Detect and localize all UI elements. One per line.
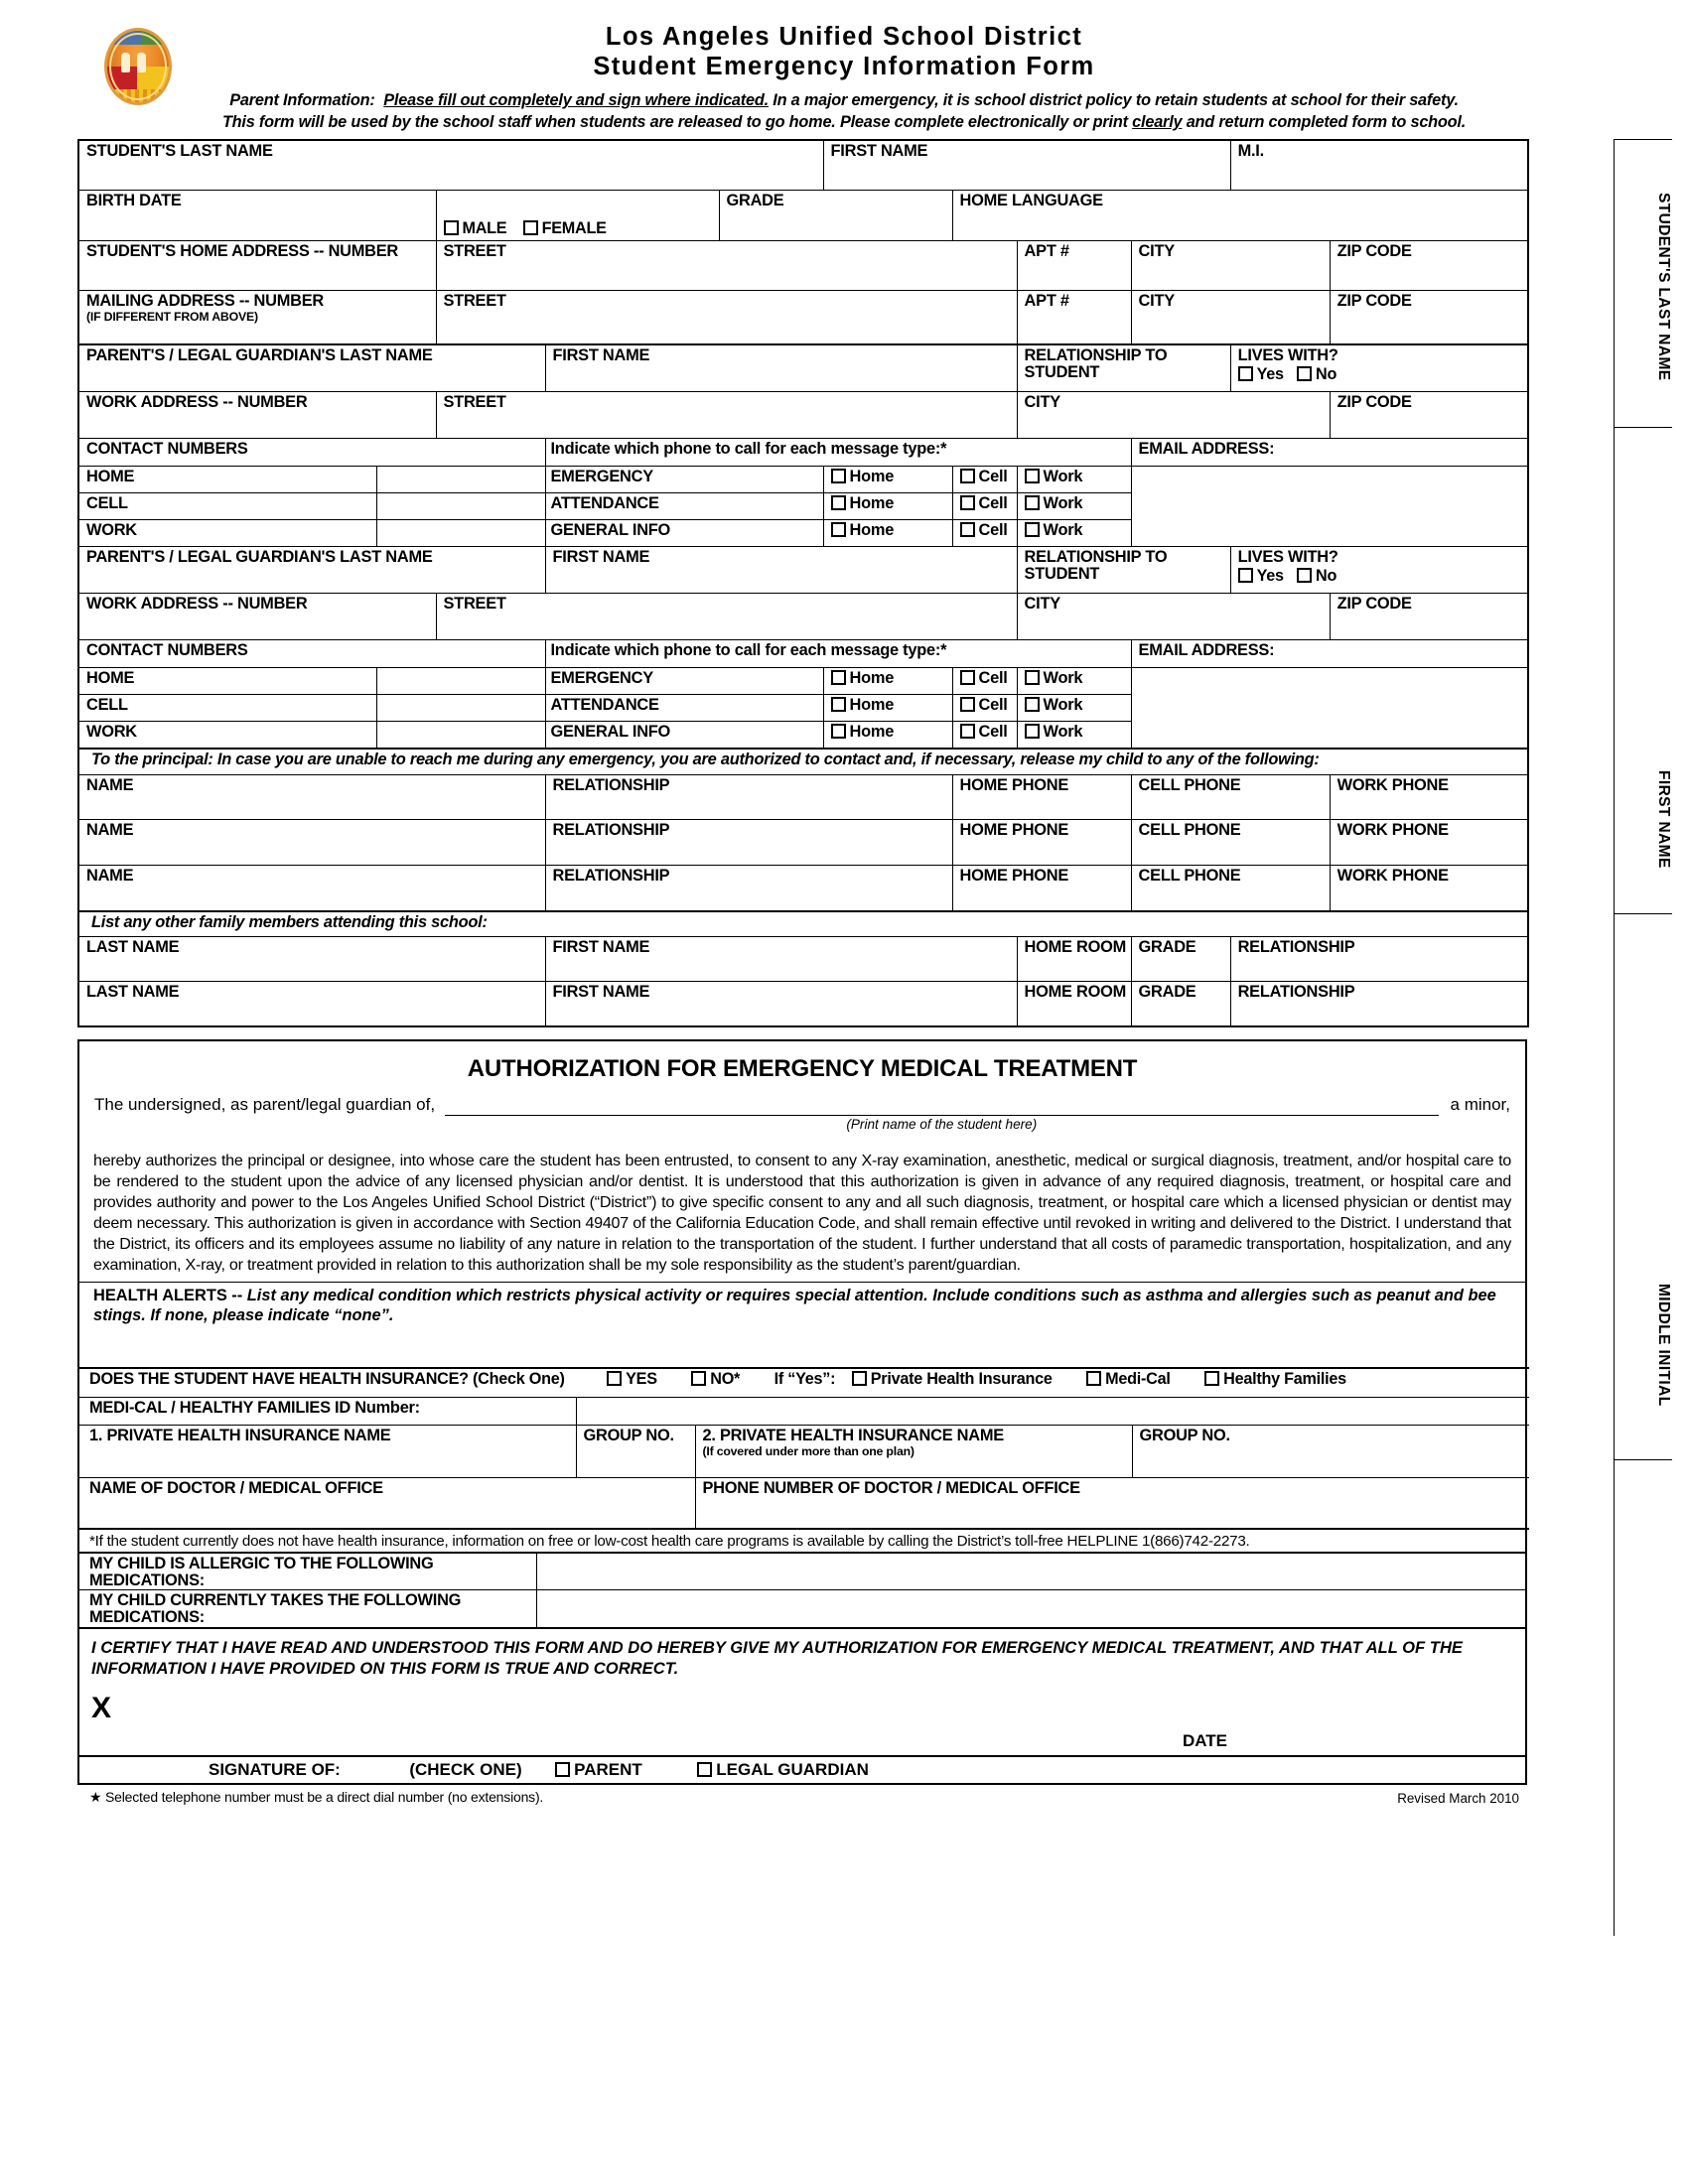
- form-header: [0, 0, 1688, 133]
- signature-checkbox-row: [79, 1755, 1525, 1783]
- field-home-street[interactable]: STREET: [436, 241, 1017, 291]
- field-grade[interactable]: GRADE: [719, 191, 952, 241]
- row-student-name: [78, 140, 1528, 191]
- row-family-note: [78, 911, 1528, 937]
- field-family2-last-name[interactable]: LAST NAME: [78, 982, 545, 1027]
- field-guardian2-cell-phone[interactable]: [376, 695, 545, 722]
- field-birth-date[interactable]: BIRTH DATE: [78, 191, 436, 241]
- field-home-city[interactable]: CITY: [1131, 241, 1330, 291]
- field-guardian1-work-address-number[interactable]: WORK ADDRESS -- NUMBER: [78, 392, 436, 439]
- field-contact2-work-phone[interactable]: WORK PHONE: [1330, 820, 1528, 866]
- medications-table: [79, 1552, 1525, 1629]
- field-guardian1-work-street[interactable]: STREET: [436, 392, 1017, 439]
- student-information-table: [77, 139, 1529, 1027]
- checkbox-emergency-cell-cell[interactable]: Cell: [952, 467, 1017, 493]
- side-label-middle-initial: MIDDLE INITIAL: [1655, 1284, 1672, 1408]
- label-no: No: [1316, 365, 1337, 384]
- field-contact1-home-phone[interactable]: HOME PHONE: [952, 775, 1131, 820]
- label-contact-numbers-2: CONTACT NUMBERS: [78, 640, 545, 668]
- field-home-zip[interactable]: ZIP CODE: [1330, 241, 1528, 291]
- field-home-language[interactable]: HOME LANGUAGE: [952, 191, 1528, 241]
- label-parent: PARENT: [574, 1759, 642, 1779]
- checkbox-attendance2-work[interactable]: [1025, 697, 1040, 712]
- field-mailing-zip[interactable]: ZIP CODE: [1330, 291, 1528, 345]
- plan2-subnote: (If covered under more than one plan): [702, 1444, 914, 1459]
- field-guardian1-last-name[interactable]: PARENT'S / LEGAL GUARDIAN'S LAST NAME: [78, 344, 545, 392]
- checkbox-insurance-no[interactable]: [691, 1371, 706, 1386]
- label-allergic-medications: MY CHILD IS ALLERGIC TO THE FOLLOWING MEDICATIONS:: [79, 1553, 536, 1590]
- authorization-title: AUTHORIZATION FOR EMERGENCY MEDICAL TREATMENT: [467, 1055, 1138, 1083]
- label-healthy-families: Healthy Families: [1223, 1369, 1346, 1388]
- label-date: DATE: [1182, 1730, 1227, 1750]
- checkbox-emergency2-work-cell[interactable]: Work: [1017, 668, 1131, 695]
- field-contact2-relationship[interactable]: RELATIONSHIP: [545, 820, 952, 866]
- field-mailing-apt[interactable]: APT #: [1017, 291, 1131, 345]
- field-allergic-medications[interactable]: [536, 1553, 1525, 1590]
- field-contact3-cell-phone[interactable]: CELL PHONE: [1131, 866, 1330, 912]
- label-indicate-phone: Indicate which phone to call for each message type:*: [545, 439, 1131, 467]
- field-guardian1-home-phone[interactable]: [376, 467, 545, 493]
- field-family1-grade[interactable]: GRADE: [1131, 937, 1230, 982]
- row-guardian1-name: [78, 344, 1528, 392]
- field-plan1-name[interactable]: 1. PRIVATE HEALTH INSURANCE NAME: [79, 1425, 576, 1477]
- health-alerts-label: HEALTH ALERTS --: [93, 1286, 243, 1304]
- label-phone-work: WORK: [78, 520, 376, 547]
- label-email-address: EMAIL ADDRESS:: [1131, 439, 1528, 467]
- label-male: MALE: [462, 219, 507, 238]
- undersigned-line: [79, 1093, 1525, 1137]
- certification-text: I CERTIFY THAT I HAVE READ AND UNDERSTOOD THIS FORM AND DO HEREBY GIVE MY AUTHORIZATION FOR EMERGENCY MEDICAL TREATMENT, AND THAT ALL OF THE INFORMATION I HAVE PROVIDED ON THIS FORM IS TRUE AND CORRECT.: [91, 1637, 1463, 1679]
- checkbox-general2-work-cell[interactable]: Work: [1017, 722, 1131, 750]
- checkbox-emergency-work[interactable]: [1025, 469, 1040, 483]
- insurance-footnote: *If the student currently does not have health insurance, information on free or low-cost health care programs is available by calling the District’s toll-free HELPLINE 1(866)742-2273.: [89, 1532, 1250, 1550]
- authorization-section: [77, 1039, 1527, 1785]
- field-guardian2-last-name[interactable]: PARENT'S / LEGAL GUARDIAN'S LAST NAME: [78, 547, 545, 594]
- field-medi-cal-id[interactable]: [576, 1397, 1529, 1425]
- parent-information-label: Parent Information:: [229, 90, 375, 109]
- label-message-general-info: GENERAL INFO: [545, 520, 823, 547]
- revision-date: Revised March 2010: [1397, 1790, 1519, 1806]
- intro-underlined: Please fill out completely and sign where indicated.: [383, 90, 769, 109]
- field-current-medications[interactable]: [536, 1590, 1525, 1628]
- row-doctor: [79, 1477, 1529, 1529]
- checkbox-attendance-cell[interactable]: [960, 495, 975, 510]
- label-yes-2: Yes: [1256, 567, 1284, 586]
- checkbox-general-work[interactable]: [1025, 522, 1040, 537]
- checkbox-attendance-cell-cell[interactable]: Cell: [952, 493, 1017, 520]
- field-guardian1-work-city[interactable]: CITY: [1017, 392, 1330, 439]
- field-contact1-work-phone[interactable]: WORK PHONE: [1330, 775, 1528, 820]
- field-family1-last-name[interactable]: LAST NAME: [78, 937, 545, 982]
- checkbox-general2-work[interactable]: [1025, 724, 1040, 739]
- checkbox-general-work-cell[interactable]: Work: [1017, 520, 1131, 547]
- field-guardian1-email[interactable]: [1131, 467, 1528, 547]
- signature-area: [79, 1680, 1525, 1755]
- label-phone-home: HOME: [78, 467, 376, 493]
- checkbox-general-home[interactable]: [831, 522, 846, 537]
- health-alerts-text: List any medical condition which restricts physical activity or requires special attention. Include conditions such as asthma and allergies such as peanut and bee stings. If none, please indicate “none”.: [93, 1286, 1496, 1324]
- row-guardian2-work-address: [78, 594, 1528, 640]
- checkbox-legal-guardian[interactable]: [697, 1762, 712, 1777]
- checkbox-emergency2-cell-cell[interactable]: Cell: [952, 668, 1017, 695]
- footnote-star-note: ★ Selected telephone number must be a direct dial number (no extensions).: [89, 1788, 544, 1805]
- table-row-family-member-1: [78, 937, 1528, 982]
- field-guardian1-first-name[interactable]: FIRST NAME: [545, 344, 1017, 392]
- field-family2-grade[interactable]: GRADE: [1131, 982, 1230, 1027]
- label-email-address-2: EMAIL ADDRESS:: [1131, 640, 1528, 668]
- form-body: [0, 139, 1688, 1813]
- row-guardian1-home-emergency: [78, 467, 1528, 493]
- a-minor-text: a minor,: [1450, 1094, 1510, 1114]
- label-phone-cell: CELL: [78, 493, 376, 520]
- label-phone-cell-2: CELL: [78, 695, 376, 722]
- checkbox-attendance2-home-cell[interactable]: Home: [823, 695, 952, 722]
- field-family2-home-room[interactable]: HOME ROOM: [1017, 982, 1131, 1027]
- field-family1-first-name[interactable]: FIRST NAME: [545, 937, 1017, 982]
- label-insurance-yes: YES: [626, 1369, 657, 1388]
- checkbox-parent[interactable]: [555, 1762, 570, 1777]
- label-if-yes: If “Yes”:: [774, 1369, 836, 1388]
- label-phone-home-2: HOME: [78, 668, 376, 695]
- intro-line2-b: and return completed form to school.: [1182, 113, 1467, 132]
- checkbox-emergency2-home-cell[interactable]: Home: [823, 668, 952, 695]
- label-message-emergency-2: EMERGENCY: [545, 668, 823, 695]
- field-guardian1-lives-with[interactable]: LIVES WITH? Yes No: [1230, 344, 1528, 392]
- label-contact-numbers: CONTACT NUMBERS: [78, 439, 545, 467]
- lead-in-text: The undersigned, as parent/legal guardian of,: [94, 1094, 436, 1114]
- checkbox-private-health-insurance[interactable]: [852, 1371, 867, 1386]
- row-guardian2-name: [78, 547, 1528, 594]
- checkbox-attendance2-cell-cell[interactable]: Cell: [952, 695, 1017, 722]
- health-alerts-input-area[interactable]: [79, 1325, 1525, 1367]
- side-label-column: [1615, 139, 1672, 1936]
- signature-input[interactable]: [139, 1725, 1098, 1755]
- row-insurance-question: [79, 1368, 1529, 1398]
- checkbox-guardian1-lives-with-yes[interactable]: [1238, 366, 1253, 381]
- field-gender[interactable]: [436, 191, 719, 241]
- field-guardian1-cell-phone[interactable]: [376, 493, 545, 520]
- row-mailing-address: [78, 291, 1528, 345]
- label-message-emergency: EMERGENCY: [545, 467, 823, 493]
- table-row-family-member-2: [78, 982, 1528, 1027]
- field-guardian1-work-phone[interactable]: [376, 520, 545, 547]
- checkbox-insurance-yes[interactable]: [607, 1371, 622, 1386]
- label-medi-cal: Medi-Cal: [1105, 1369, 1171, 1388]
- field-home-apt[interactable]: APT #: [1017, 241, 1131, 291]
- field-first-name[interactable]: FIRST NAME: [823, 140, 1230, 191]
- field-plan2-group-no[interactable]: GROUP NO.: [1132, 1425, 1529, 1477]
- label-indicate-phone-2: Indicate which phone to call for each message type:*: [545, 640, 1131, 668]
- label-female: FEMALE: [541, 219, 607, 238]
- row-medical-id: [79, 1397, 1529, 1425]
- health-alerts-block: [79, 1282, 1525, 1325]
- checkbox-attendance2-cell[interactable]: [960, 697, 975, 712]
- table-row-emergency-contact-3: [78, 866, 1528, 912]
- side-label-students-last-name: STUDENT'S LAST NAME: [1655, 193, 1672, 382]
- checkbox-emergency2-work[interactable]: [1025, 670, 1040, 685]
- field-contact3-home-phone[interactable]: HOME PHONE: [952, 866, 1131, 912]
- field-guardian1-relationship[interactable]: RELATIONSHIP TO STUDENT: [1017, 344, 1230, 392]
- label-check-one: (CHECK ONE): [409, 1759, 522, 1779]
- label-medi-cal-id: MEDI-CAL / HEALTHY FAMILIES ID Number:: [79, 1397, 576, 1425]
- field-guardian2-relationship[interactable]: RELATIONSHIP TO STUDENT: [1017, 547, 1230, 594]
- student-name-signature-line[interactable]: [445, 1093, 1438, 1116]
- field-contact2-home-phone[interactable]: HOME PHONE: [952, 820, 1131, 866]
- field-family1-home-room[interactable]: HOME ROOM: [1017, 937, 1131, 982]
- checkbox-general-home-cell[interactable]: Home: [823, 520, 952, 547]
- label-yes: Yes: [1256, 365, 1284, 384]
- field-guardian2-work-street[interactable]: STREET: [436, 594, 1017, 640]
- checkbox-guardian2-lives-with-no[interactable]: [1297, 568, 1312, 583]
- mailing-address-subnote: (IF DIFFERENT FROM ABOVE): [86, 310, 258, 325]
- checkbox-attendance2-home[interactable]: [831, 697, 846, 712]
- row-home-address: [78, 241, 1528, 291]
- label-current-medications: MY CHILD CURRENTLY TAKES THE FOLLOWING MEDICATIONS:: [79, 1590, 536, 1628]
- field-contact3-name[interactable]: NAME: [78, 866, 545, 912]
- checkbox-guardian2-lives-with-yes[interactable]: [1238, 568, 1253, 583]
- checkbox-emergency-home-cell[interactable]: Home: [823, 467, 952, 493]
- label-message-attendance: ATTENDANCE: [545, 493, 823, 520]
- date-input[interactable]: [1245, 1725, 1513, 1755]
- field-mailing-city[interactable]: CITY: [1131, 291, 1330, 345]
- field-guardian2-lives-with[interactable]: LIVES WITH? Yes No: [1230, 547, 1528, 594]
- field-contact1-cell-phone[interactable]: CELL PHONE: [1131, 775, 1330, 820]
- field-guardian2-first-name[interactable]: FIRST NAME: [545, 547, 1017, 594]
- row-guardian1-contact-header: [78, 439, 1528, 467]
- field-home-address-number[interactable]: STUDENT'S HOME ADDRESS -- NUMBER: [78, 241, 436, 291]
- field-contact3-work-phone[interactable]: WORK PHONE: [1330, 866, 1528, 912]
- row-guardian2-contact-header: [78, 640, 1528, 668]
- insurance-question-cell: [79, 1368, 1529, 1398]
- family-members-instruction: List any other family members attending this school:: [78, 911, 1528, 937]
- checkbox-emergency2-cell[interactable]: [960, 670, 975, 685]
- field-contact1-name[interactable]: NAME: [78, 775, 545, 820]
- signature-x-mark: X: [91, 1691, 112, 1724]
- label-message-general-info-2: GENERAL INFO: [545, 722, 823, 750]
- label-insurance-no: NO*: [710, 1369, 741, 1388]
- row-guardian1-work-address: [78, 392, 1528, 439]
- field-students-last-name[interactable]: STUDENT'S LAST NAME: [78, 140, 823, 191]
- row-principal-note: [78, 749, 1528, 775]
- field-doctor-phone[interactable]: PHONE NUMBER OF DOCTOR / MEDICAL OFFICE: [695, 1477, 1529, 1529]
- field-family2-relationship[interactable]: RELATIONSHIP: [1230, 982, 1528, 1027]
- checkbox-attendance2-work-cell[interactable]: Work: [1017, 695, 1131, 722]
- field-mailing-address-number[interactable]: MAILING ADDRESS -- NUMBER (IF DIFFERENT FROM ABOVE): [78, 291, 436, 345]
- intro-rest: In a major emergency, it is school district policy to retain students at school for their safety.: [768, 90, 1459, 109]
- label-signature-of: SIGNATURE OF:: [209, 1759, 341, 1779]
- field-guardian2-work-city[interactable]: CITY: [1017, 594, 1330, 640]
- field-contact3-relationship[interactable]: RELATIONSHIP: [545, 866, 952, 912]
- field-plan1-group-no[interactable]: GROUP NO.: [576, 1425, 695, 1477]
- checkbox-general-cell-cell[interactable]: Cell: [952, 520, 1017, 547]
- row-birth-grade-language: [78, 191, 1528, 241]
- checkbox-attendance-home-cell[interactable]: Home: [823, 493, 952, 520]
- checkbox-female[interactable]: [523, 220, 538, 235]
- label-legal-guardian: LEGAL GUARDIAN: [716, 1759, 869, 1779]
- checkbox-attendance-home[interactable]: [831, 495, 846, 510]
- row-guardian2-home-emergency: [78, 668, 1528, 695]
- checkbox-emergency-cell[interactable]: [960, 469, 975, 483]
- checkbox-general2-home[interactable]: [831, 724, 846, 739]
- checkbox-general2-cell-cell[interactable]: Cell: [952, 722, 1017, 750]
- field-plan2-name[interactable]: 2. PRIVATE HEALTH INSURANCE NAME (If covered under more than one plan): [695, 1425, 1132, 1477]
- checkbox-male[interactable]: [444, 220, 459, 235]
- field-contact2-name[interactable]: NAME: [78, 820, 545, 866]
- label-message-attendance-2: ATTENDANCE: [545, 695, 823, 722]
- table-row-emergency-contact-1: [78, 775, 1528, 820]
- checkbox-attendance-work-cell[interactable]: Work: [1017, 493, 1131, 520]
- field-doctor-name[interactable]: NAME OF DOCTOR / MEDICAL OFFICE: [79, 1477, 695, 1529]
- label-private-health-insurance: Private Health Insurance: [870, 1369, 1053, 1388]
- parent-information-note: [0, 89, 1688, 133]
- district-title: Los Angeles Unified School District: [605, 23, 1083, 51]
- field-family1-relationship[interactable]: RELATIONSHIP: [1230, 937, 1528, 982]
- intro-line2-a: This form will be used by the school staff when students are released to go home. Please complete electronically or print: [221, 113, 1133, 132]
- checkbox-emergency-home[interactable]: [831, 469, 846, 483]
- insurance-question-label: DOES THE STUDENT HAVE HEALTH INSURANCE? (Check One): [89, 1369, 565, 1388]
- field-mailing-street[interactable]: STREET: [436, 291, 1017, 345]
- row-current-medications: [79, 1590, 1525, 1628]
- checkbox-guardian1-lives-with-no[interactable]: [1297, 366, 1312, 381]
- intro-line2-underlined: clearly: [1132, 113, 1183, 132]
- checkbox-general-cell[interactable]: [960, 522, 975, 537]
- checkbox-emergency2-home[interactable]: [831, 670, 846, 685]
- field-guardian2-work-address-number[interactable]: WORK ADDRESS -- NUMBER: [78, 594, 436, 640]
- field-middle-initial[interactable]: M.I.: [1230, 140, 1528, 191]
- insurance-table: [79, 1367, 1529, 1530]
- label-phone-work-2: WORK: [78, 722, 376, 750]
- field-guardian2-email[interactable]: [1131, 668, 1528, 750]
- form-footer: [77, 1789, 1527, 1813]
- checkbox-healthy-families[interactable]: [1204, 1371, 1219, 1386]
- checkbox-general2-cell[interactable]: [960, 724, 975, 739]
- form-title: Student Emergency Information Form: [593, 53, 1095, 81]
- field-guardian2-work-zip[interactable]: ZIP CODE: [1330, 594, 1528, 640]
- field-contact2-cell-phone[interactable]: CELL PHONE: [1131, 820, 1330, 866]
- authorization-body-text: hereby authorizes the principal or designee, into whose care the student has been entrusted, to consent to any X-ray examination, anesthetic, medical or surgical diagnosis, treatment, and/or hospital care to be rendered to the student upon the advice of any licensed physician and/or dentist. It is understood that this authorization is given in advance of any required diagnosis, treatment, or hospital care and provides authority and power to the Los Angeles Unified School District (“District”) to give specific consent to any and all such diagnosis, treatment, or hospital care which a licensed physician or dentist may deem necessary. This authorization is given in accordance with Section 49407 of the California Education Code, and shall remain effective until revoked in writing and delivered to the District. I understand that the District, its officers and its employees assume no liability of any nature in relation to the transportation of the student. I further understand that all costs of paramedic transportation, hospitalization, and any examination, X-ray, or treatment provided in relation to this authorization shall be my sole responsibility as the student’s parent/guardian.: [93, 1152, 1511, 1274]
- field-contact1-relationship[interactable]: RELATIONSHIP: [545, 775, 952, 820]
- print-name-note: (Print name of the student here): [846, 1117, 1038, 1133]
- label-no-2: No: [1316, 567, 1337, 586]
- checkbox-attendance-work[interactable]: [1025, 495, 1040, 510]
- field-guardian2-home-phone[interactable]: [376, 668, 545, 695]
- principal-instruction: To the principal: In case you are unable to reach me during any emergency, you are authorized to contact and, if necessary, release my child to any of the following:: [78, 749, 1528, 775]
- field-guardian2-work-phone[interactable]: [376, 722, 545, 750]
- field-guardian1-work-zip[interactable]: ZIP CODE: [1330, 392, 1528, 439]
- row-insurance-plans: [79, 1425, 1529, 1477]
- checkbox-emergency-work-cell[interactable]: Work: [1017, 467, 1131, 493]
- field-family2-first-name[interactable]: FIRST NAME: [545, 982, 1017, 1027]
- checkbox-general2-home-cell[interactable]: Home: [823, 722, 952, 750]
- lausd-seal-icon: [104, 28, 172, 105]
- checkbox-medi-cal[interactable]: [1086, 1371, 1101, 1386]
- side-label-first-name: FIRST NAME: [1655, 769, 1672, 869]
- row-allergic-medications: [79, 1553, 1525, 1590]
- table-row-emergency-contact-2: [78, 820, 1528, 866]
